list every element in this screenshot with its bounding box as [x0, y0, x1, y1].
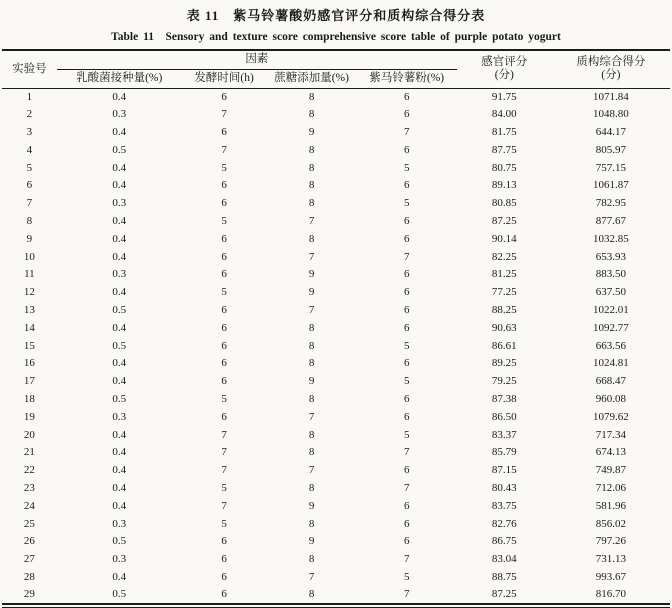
table-cell: 749.87: [595, 464, 626, 477]
table-cell: 0.4: [112, 125, 127, 138]
table-cell: 8: [308, 428, 315, 441]
table-cell: 668.47: [595, 375, 626, 388]
table-cell: 6: [404, 535, 410, 548]
table-cell: 27: [23, 553, 35, 566]
table-row: [2, 551, 670, 569]
table-cell: 8: [308, 321, 315, 334]
table-row: [2, 497, 670, 515]
table-cell: 0.4: [112, 286, 127, 299]
table-cell: 6: [404, 108, 410, 121]
table-cell: 84.00: [491, 108, 517, 121]
table-cell: 6: [221, 303, 227, 316]
table-cell: 0.5: [112, 392, 127, 405]
table-cell: 13: [23, 303, 35, 316]
table-cell: 6: [221, 90, 227, 103]
table-cell: 24: [23, 499, 35, 512]
table-cell: 1022.01: [592, 303, 629, 316]
table-cell: 20: [23, 428, 35, 441]
table-cell: 5: [404, 428, 410, 441]
table-cell: 877.67: [595, 214, 626, 227]
table-cell: 8: [308, 446, 315, 459]
sensory-score-label: 感官评分: [481, 56, 528, 69]
table-row: [2, 391, 670, 409]
table-cell: 6: [221, 268, 227, 281]
table-cell: 9: [308, 125, 315, 138]
table-cell: 6: [26, 179, 33, 192]
table-cell: 7: [221, 464, 227, 477]
table-cell: 6: [404, 179, 410, 192]
table-cell: 7: [308, 464, 315, 477]
table-cell: 8: [308, 588, 315, 601]
table-cell: 9: [308, 499, 315, 512]
table-cell: 0.4: [112, 446, 127, 459]
table-cell: 0.3: [112, 410, 127, 423]
table-cell: 26: [23, 535, 35, 548]
table-row: [2, 462, 670, 480]
table-cell: 80.85: [491, 197, 517, 210]
table-cell: 5: [221, 161, 227, 174]
table-cell: 9: [26, 232, 33, 245]
table-cell: 7: [404, 588, 410, 601]
table-cell: 1024.81: [592, 357, 629, 370]
table-cell: 0.5: [112, 588, 127, 601]
table-cell: 6: [221, 570, 227, 583]
sensory-score-header: [457, 50, 552, 88]
table-cell: 0.5: [112, 303, 127, 316]
table-cell: 6: [221, 357, 227, 370]
table-cell: 6: [404, 286, 410, 299]
table-cell: 5: [221, 214, 227, 227]
table-cell: 644.17: [595, 125, 626, 138]
table-row: [2, 213, 670, 231]
table-cell: 87.25: [491, 214, 517, 227]
table-cell: 8: [308, 392, 315, 405]
table-row: [2, 230, 670, 248]
table-cell: 28: [23, 570, 35, 583]
table-cell: 0.4: [112, 357, 127, 370]
table-cell: 29: [23, 588, 35, 601]
table-cell: 7: [221, 428, 227, 441]
table-row: [2, 319, 670, 337]
table-cell: 0.4: [112, 499, 127, 512]
table-cell: 5: [221, 392, 227, 405]
table-cell: 6: [404, 410, 410, 423]
table-cell: 7: [404, 553, 410, 566]
table-cell: 7: [221, 108, 227, 121]
table-cell: 87.25: [491, 588, 517, 601]
table-cell: 80.43: [491, 481, 517, 494]
table-cell: 653.93: [595, 250, 626, 263]
table-cell: 712.06: [595, 481, 626, 494]
table-row: [2, 533, 670, 551]
table-cell: 81.25: [491, 268, 517, 281]
table-cell: 816.70: [595, 588, 626, 601]
table-cell: 9: [308, 375, 315, 388]
table-row: [2, 569, 670, 587]
table-cell: 14: [23, 321, 35, 334]
table-row: [2, 248, 670, 266]
table-cell: 757.15: [595, 161, 626, 174]
texture-score-label: 质构综合得分: [576, 56, 646, 69]
table-cell: 0.4: [112, 428, 127, 441]
table-cell: 83.04: [491, 553, 517, 566]
table-row: [2, 337, 670, 355]
table-cell: 89.13: [491, 179, 517, 192]
table-row: [2, 159, 670, 177]
table-cell: 1032.85: [592, 232, 629, 245]
table-row: [2, 302, 670, 320]
table-cell: 7: [221, 143, 227, 156]
table-cell: 0.4: [112, 179, 127, 192]
table-cell: 81.75: [491, 125, 517, 138]
table-cell: 7: [308, 303, 315, 316]
table-cell: 12: [23, 286, 35, 299]
table-cell: 9: [308, 535, 315, 548]
table-cell: 7: [308, 570, 315, 583]
table-cell: 7: [221, 446, 227, 459]
table-cell: 8: [308, 161, 315, 174]
table-cell: 5: [404, 375, 410, 388]
table-cell: 15: [23, 339, 35, 352]
table-cell: 6: [404, 90, 410, 103]
table-cell: 79.25: [491, 375, 517, 388]
table-cell: 17: [23, 375, 35, 388]
table-cell: 6: [404, 517, 410, 530]
table-cell: 22: [23, 464, 35, 477]
table-cell: 5: [26, 161, 33, 174]
table-cell: 6: [221, 197, 227, 210]
table-cell: 0.4: [112, 232, 127, 245]
table-cell: 7: [308, 214, 315, 227]
table-cell: 883.50: [595, 268, 626, 281]
table-cell: 6: [221, 179, 227, 192]
table-cell: 7: [404, 250, 410, 263]
score-table: [2, 49, 670, 605]
table-cell: 82.76: [491, 517, 517, 530]
table-cell: 674.13: [595, 446, 626, 459]
table-cell: 6: [221, 250, 227, 263]
table-cell: 0.4: [112, 214, 127, 227]
table-cell: 6: [404, 143, 410, 156]
texture-score-header: [552, 50, 670, 88]
table-cell: 90.63: [491, 321, 517, 334]
table-cell: 731.13: [595, 553, 626, 566]
factor-col-lactic-acid: 乳酸菌接种量(%): [57, 69, 182, 88]
table-cell: 6: [221, 410, 227, 423]
table-cell: 8: [26, 214, 33, 227]
table-body: [2, 88, 670, 604]
sensory-score-unit: (分): [494, 69, 514, 82]
table-cell: 86.61: [491, 339, 517, 352]
table-cell: 21: [23, 446, 35, 459]
table-cell: 82.25: [491, 250, 517, 263]
table-cell: 77.25: [491, 286, 517, 299]
table-cell: 1071.84: [592, 90, 629, 103]
table-cell: 85.79: [491, 446, 517, 459]
table-cell: 9: [308, 268, 315, 281]
table-cell: 782.95: [595, 197, 626, 210]
table-cell: 83.75: [491, 499, 517, 512]
table-cell: 6: [221, 232, 227, 245]
table-cell: 7: [26, 197, 33, 210]
table-cell: 5: [221, 481, 227, 494]
table-cell: 6: [404, 268, 410, 281]
table-cell: 9: [308, 286, 315, 299]
table-cell: 8: [308, 197, 315, 210]
table-cell: 1079.62: [592, 410, 629, 423]
table-cell: 0.4: [112, 481, 127, 494]
table-cell: 5: [404, 570, 410, 583]
table-cell: 8: [308, 553, 315, 566]
table-cell: 89.25: [491, 357, 517, 370]
factor-col-purple-potato-powder: 紫马铃薯粉(%): [357, 69, 457, 88]
table-row: [2, 373, 670, 391]
factors-group-header: 因素: [57, 50, 457, 69]
table-cell: 1: [26, 90, 33, 103]
table-cell: 6: [221, 375, 227, 388]
table-cell: 1048.80: [592, 108, 629, 121]
table-row: [2, 515, 670, 533]
table-cell: 0.3: [112, 268, 127, 281]
table-cell: 5: [404, 197, 410, 210]
table-row: [2, 355, 670, 373]
table-cell: 5: [221, 286, 227, 299]
table-cell: 0.5: [112, 143, 127, 156]
table-cell: 0.4: [112, 570, 127, 583]
table-cell: 86.75: [491, 535, 517, 548]
table-row: [2, 124, 670, 142]
table-cell: 6: [221, 553, 227, 566]
table-cell: 4: [26, 143, 33, 156]
table-title-zh: 表 11 紫马铃薯酸奶感官评分和质构综合得分表: [186, 8, 486, 23]
table-cell: 88.25: [491, 303, 517, 316]
table-cell: 6: [404, 214, 410, 227]
table-cell: 90.14: [491, 232, 517, 245]
table-row: [2, 426, 670, 444]
experiment-no-header: 实验号: [2, 50, 57, 88]
table-cell: 0.3: [112, 553, 127, 566]
table-cell: 8: [308, 357, 315, 370]
table-cell: 960.08: [595, 392, 626, 405]
table-cell: 0.5: [112, 535, 127, 548]
table-cell: 1061.87: [592, 179, 629, 192]
table-cell: 7: [221, 499, 227, 512]
table-cell: 2: [26, 108, 33, 121]
table-cell: 7: [404, 446, 410, 459]
table-cell: 88.75: [491, 570, 517, 583]
table-cell: 11: [24, 268, 35, 281]
table-cell: 717.34: [595, 428, 626, 441]
table-cell: 6: [221, 339, 227, 352]
table-cell: 23: [23, 481, 35, 494]
table-row: [2, 195, 670, 213]
table-cell: 8: [308, 90, 315, 103]
table-cell: 83.37: [491, 428, 517, 441]
table-cell: 8: [308, 179, 315, 192]
table-cell: 6: [221, 535, 227, 548]
table-cell: 6: [404, 232, 410, 245]
table-row: [2, 408, 670, 426]
table-row: [2, 88, 670, 106]
table-cell: 7: [404, 125, 410, 138]
table-cell: 993.67: [595, 570, 626, 583]
header-row-1: [2, 50, 670, 69]
table-cell: 6: [221, 321, 227, 334]
table-cell: 8: [308, 143, 315, 156]
table-cell: 87.38: [491, 392, 517, 405]
table-cell: 80.75: [491, 161, 517, 174]
table-cell: 0.4: [112, 90, 127, 103]
table-cell: 8: [308, 232, 315, 245]
table-cell: 6: [404, 499, 410, 512]
table-cell: 0.3: [112, 517, 127, 530]
table-cell: 6: [404, 303, 410, 316]
table-wrapper: [2, 49, 670, 608]
table-cell: 0.3: [112, 197, 127, 210]
table-cell: 1092.77: [592, 321, 629, 334]
table-cell: 5: [221, 517, 227, 530]
table-row: [2, 141, 670, 159]
table-cell: 0.3: [112, 108, 127, 121]
table-cell: 0.4: [112, 161, 127, 174]
table-cell: 6: [404, 357, 410, 370]
table-header: [2, 50, 670, 88]
table-row: [2, 586, 670, 604]
table-cell: 8: [308, 481, 315, 494]
table-cell: 7: [308, 250, 315, 263]
table-cell: 10: [23, 250, 35, 263]
table-cell: 25: [23, 517, 35, 530]
table-row: [2, 266, 670, 284]
table-cell: 663.56: [595, 339, 626, 352]
table-cell: 18: [23, 392, 35, 405]
table-row: [2, 177, 670, 195]
table-row: [2, 284, 670, 302]
table-cell: 6: [404, 392, 410, 405]
table-cell: 7: [308, 410, 315, 423]
table-cell: 8: [308, 339, 315, 352]
table-title-en: Table 11 Sensory and texture score comprehensive score table of purple potato yogurt: [111, 31, 561, 43]
table-cell: 19: [23, 410, 35, 423]
table-cell: 805.97: [595, 143, 626, 156]
table-cell: 0.4: [112, 250, 127, 263]
table-row: [2, 444, 670, 462]
table-cell: 87.15: [491, 464, 517, 477]
table-cell: 16: [23, 357, 35, 370]
table-row: [2, 106, 670, 124]
table-cell: 637.50: [595, 286, 626, 299]
table-cell: 8: [308, 517, 315, 530]
factor-col-sucrose: 蔗糖添加量(%): [267, 69, 357, 88]
table-cell: 5: [404, 161, 410, 174]
table-row: [2, 480, 670, 498]
table-cell: 7: [404, 481, 410, 494]
table-cell: 6: [404, 464, 410, 477]
table-cell: 87.75: [491, 143, 517, 156]
table-cell: 6: [404, 321, 410, 334]
table-cell: 856.02: [595, 517, 626, 530]
table-cell: 3: [26, 125, 33, 138]
table-cell: 0.4: [112, 375, 127, 388]
table-cell: 91.75: [491, 90, 517, 103]
table-cell: 0.4: [112, 321, 127, 334]
factor-col-fermentation-time: 发酵时间(h): [182, 69, 267, 88]
texture-score-unit: (分): [601, 69, 621, 82]
table-cell: 86.50: [491, 410, 517, 423]
table-cell: 6: [221, 588, 227, 601]
table-cell: 0.4: [112, 464, 127, 477]
table-cell: 581.96: [595, 499, 626, 512]
table-cell: 5: [404, 339, 410, 352]
table-cell: 8: [308, 108, 315, 121]
table-cell: 0.5: [112, 339, 127, 352]
table-cell: 797.26: [595, 535, 626, 548]
table-cell: 6: [221, 125, 227, 138]
